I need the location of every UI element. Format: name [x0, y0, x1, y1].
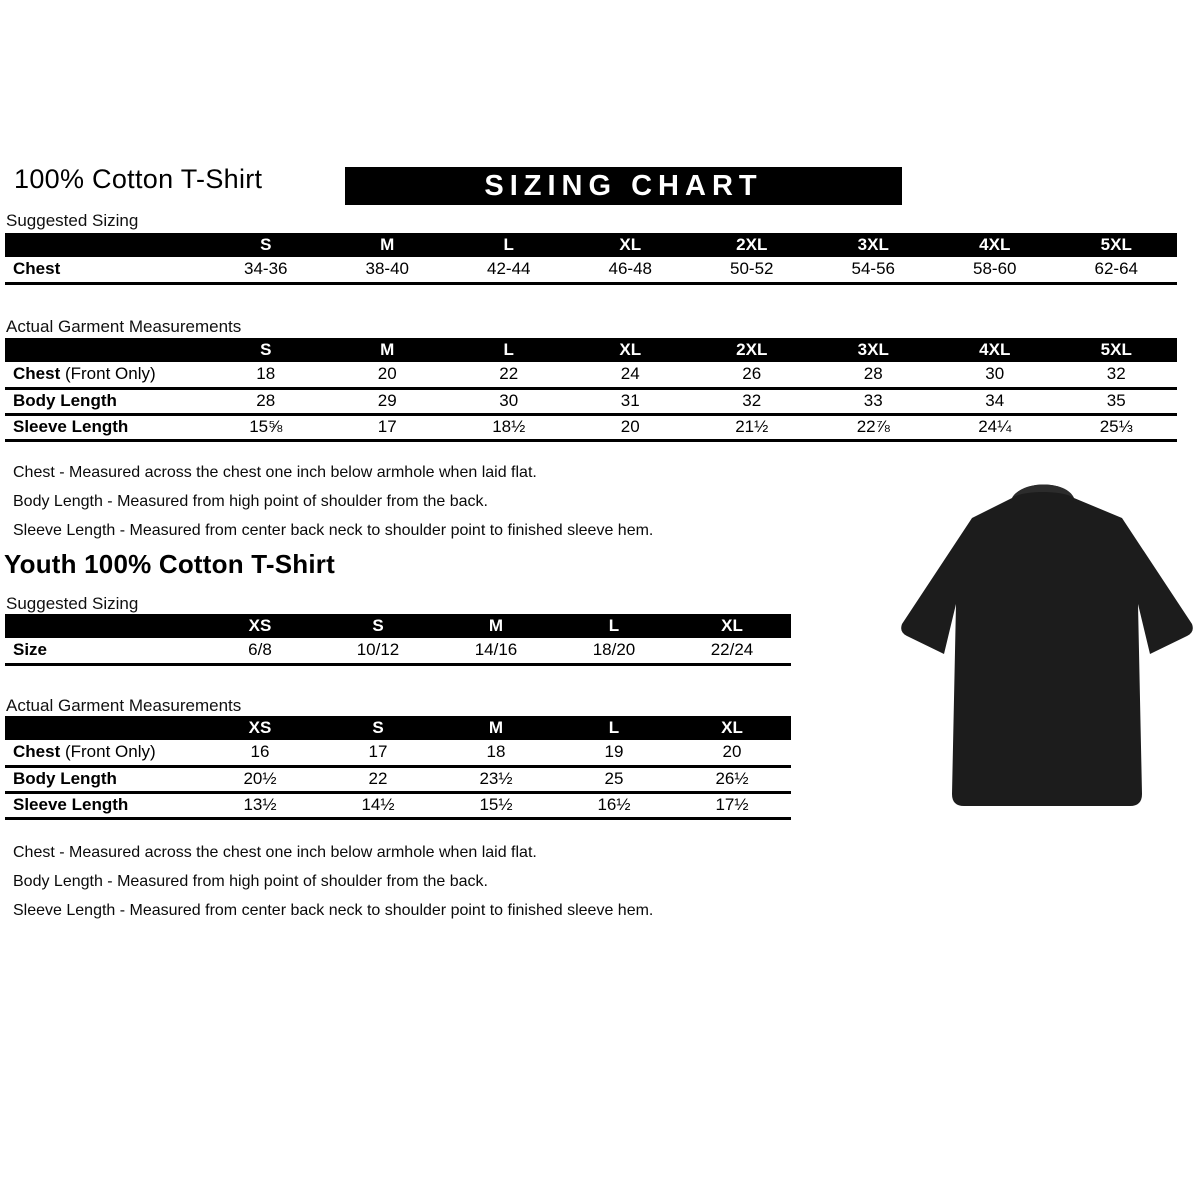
measurement-cell: 17½	[673, 792, 791, 818]
measurement-note: Sleeve Length - Measured from center back neck to shoulder point to finished sleeve hem.	[13, 902, 654, 919]
size-header-cell: 4XL	[934, 233, 1056, 257]
measurement-row	[5, 388, 1177, 414]
measurement-cell: 26	[691, 362, 813, 388]
measurement-cell: 50-52	[691, 257, 813, 283]
sizing-chart-banner: SIZING CHART	[345, 167, 902, 205]
measurement-cell: 29	[327, 388, 449, 414]
size-header-cell: XS	[201, 716, 319, 740]
row-label-header-cell	[5, 338, 205, 362]
measurement-cell: 30	[934, 362, 1056, 388]
youth-suggested-sizing-table	[5, 614, 791, 666]
measurement-cell: 19	[555, 740, 673, 766]
measurement-cell: 10/12	[319, 638, 437, 664]
measurement-cell: 23½	[437, 766, 555, 792]
measurement-note: Chest - Measured across the chest one inch below armhole when laid flat.	[13, 844, 537, 861]
size-header-row	[5, 338, 1177, 362]
measurement-cell: 18½	[448, 414, 570, 440]
row-label: Chest (Front Only)	[5, 362, 205, 388]
measurement-cell: 18	[205, 362, 327, 388]
size-header-cell: 2XL	[691, 233, 813, 257]
measurement-note: Body Length - Measured from high point of shoulder from the back.	[13, 873, 488, 890]
row-label: Chest	[5, 257, 205, 283]
measurement-cell: 22/24	[673, 638, 791, 664]
measurement-cell: 20½	[201, 766, 319, 792]
size-header-cell: L	[448, 233, 570, 257]
measurement-cell: 17	[327, 414, 449, 440]
measurement-cell: 22	[319, 766, 437, 792]
measurement-cell: 28	[205, 388, 327, 414]
adult-measurement-notes	[13, 464, 653, 551]
youth-actual-measurements-table	[5, 716, 791, 820]
measurement-row	[5, 766, 791, 792]
measurement-cell: 20	[327, 362, 449, 388]
size-header-cell: 4XL	[934, 338, 1056, 362]
size-header-cell: L	[555, 716, 673, 740]
youth-section-title: Youth 100% Cotton T-Shirt	[4, 549, 335, 579]
adult-actual-measurements-table	[5, 338, 1177, 442]
size-header-cell: M	[327, 338, 449, 362]
measurement-cell: 42-44	[448, 257, 570, 283]
youth-actual-measurements-label: Actual Garment Measurements	[6, 696, 242, 715]
measurement-cell: 32	[1056, 362, 1178, 388]
adult-suggested-sizing-label: Suggested Sizing	[6, 211, 139, 230]
measurement-cell: 32	[691, 388, 813, 414]
measurement-cell: 28	[813, 362, 935, 388]
adult-section-title: 100% Cotton T-Shirt	[14, 164, 263, 194]
size-header-cell: XL	[673, 716, 791, 740]
size-header-cell: XL	[570, 338, 692, 362]
row-label: Sleeve Length	[5, 792, 201, 818]
measurement-cell: 25	[555, 766, 673, 792]
measurement-row	[5, 792, 791, 818]
size-header-cell: L	[555, 614, 673, 638]
measurement-cell: 54-56	[813, 257, 935, 283]
size-header-cell: 3XL	[813, 233, 935, 257]
measurement-cell: 21½	[691, 414, 813, 440]
youth-measurement-notes	[13, 844, 653, 931]
measurement-row	[5, 638, 791, 664]
size-header-cell: S	[205, 233, 327, 257]
measurement-cell: 25⅓	[1056, 414, 1178, 440]
row-label-header-cell	[5, 614, 201, 638]
measurement-cell: 13½	[201, 792, 319, 818]
size-header-cell: M	[437, 716, 555, 740]
size-header-cell: S	[205, 338, 327, 362]
black-tshirt-image	[898, 476, 1195, 814]
measurement-note: Chest - Measured across the chest one inch below armhole when laid flat.	[13, 464, 537, 481]
size-header-cell: M	[437, 614, 555, 638]
measurement-cell: 16	[201, 740, 319, 766]
tshirt-silhouette	[901, 485, 1193, 807]
row-label: Size	[5, 638, 201, 664]
measurement-cell: 14/16	[437, 638, 555, 664]
measurement-cell: 24	[570, 362, 692, 388]
size-header-cell: XL	[673, 614, 791, 638]
measurement-cell: 33	[813, 388, 935, 414]
size-header-cell: XS	[201, 614, 319, 638]
measurement-note: Sleeve Length - Measured from center back neck to shoulder point to finished sleeve hem.	[13, 522, 654, 539]
size-header-row	[5, 614, 791, 638]
measurement-cell: 46-48	[570, 257, 692, 283]
size-header-row	[5, 716, 791, 740]
measurement-cell: 15⅝	[205, 414, 327, 440]
size-header-row	[5, 233, 1177, 257]
measurement-cell: 30	[448, 388, 570, 414]
row-label: Body Length	[5, 388, 205, 414]
measurement-row	[5, 740, 791, 766]
size-header-cell: L	[448, 338, 570, 362]
adult-actual-measurements-label: Actual Garment Measurements	[6, 317, 242, 336]
measurement-row	[5, 414, 1177, 440]
measurement-row	[5, 257, 1177, 283]
measurement-cell: 38-40	[327, 257, 449, 283]
youth-suggested-sizing-label: Suggested Sizing	[6, 594, 139, 613]
measurement-note: Body Length - Measured from high point of shoulder from the back.	[13, 493, 488, 510]
measurement-row	[5, 362, 1177, 388]
size-header-cell: S	[319, 614, 437, 638]
measurement-cell: 35	[1056, 388, 1178, 414]
row-label: Body Length	[5, 766, 201, 792]
row-label-header-cell	[5, 716, 201, 740]
size-header-cell: 5XL	[1056, 233, 1178, 257]
measurement-cell: 58-60	[934, 257, 1056, 283]
size-header-cell: S	[319, 716, 437, 740]
measurement-cell: 22⅞	[813, 414, 935, 440]
adult-suggested-sizing-table	[5, 233, 1177, 285]
measurement-cell: 26½	[673, 766, 791, 792]
measurement-cell: 17	[319, 740, 437, 766]
measurement-cell: 20	[673, 740, 791, 766]
measurement-cell: 20	[570, 414, 692, 440]
size-header-cell: 2XL	[691, 338, 813, 362]
measurement-cell: 34-36	[205, 257, 327, 283]
measurement-cell: 62-64	[1056, 257, 1178, 283]
size-header-cell: 5XL	[1056, 338, 1178, 362]
measurement-cell: 14½	[319, 792, 437, 818]
row-label-header-cell	[5, 233, 205, 257]
row-label: Chest (Front Only)	[5, 740, 201, 766]
measurement-cell: 22	[448, 362, 570, 388]
measurement-cell: 6/8	[201, 638, 319, 664]
measurement-cell: 31	[570, 388, 692, 414]
measurement-cell: 16½	[555, 792, 673, 818]
row-label: Sleeve Length	[5, 414, 205, 440]
measurement-cell: 18/20	[555, 638, 673, 664]
size-header-cell: M	[327, 233, 449, 257]
measurement-cell: 18	[437, 740, 555, 766]
size-header-cell: 3XL	[813, 338, 935, 362]
measurement-cell: 15½	[437, 792, 555, 818]
measurement-cell: 24¼	[934, 414, 1056, 440]
size-header-cell: XL	[570, 233, 692, 257]
measurement-cell: 34	[934, 388, 1056, 414]
